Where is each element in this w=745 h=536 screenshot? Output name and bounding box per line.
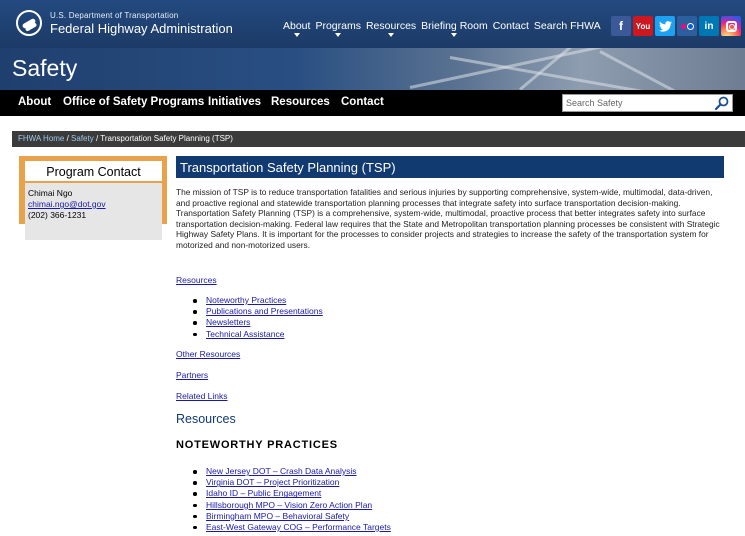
contact-email-link[interactable]: chimai.ngo@dot.gov bbox=[28, 199, 106, 209]
contact-name: Chimai Ngo bbox=[28, 188, 73, 198]
flickr-icon[interactable] bbox=[677, 16, 697, 36]
practice-link-hillsborough[interactable]: Hillsborough MPO – Vision Zero Action Plan bbox=[206, 499, 373, 510]
topnav-briefing-room[interactable] bbox=[421, 20, 488, 32]
topnav-search-fhwa[interactable] bbox=[534, 20, 601, 32]
resources-heading: Resources bbox=[176, 412, 236, 426]
list-item bbox=[193, 522, 391, 533]
top-nav bbox=[283, 20, 606, 32]
resources-list bbox=[193, 295, 323, 340]
breadcrumb-current: Transportation Safety Planning (TSP) bbox=[100, 134, 233, 143]
dot-logo-icon bbox=[16, 10, 42, 36]
youtube-icon[interactable] bbox=[633, 16, 653, 36]
other-resources-link[interactable]: Other Resources bbox=[176, 349, 241, 359]
youtube-glyph: You bbox=[635, 21, 651, 31]
list-item bbox=[193, 477, 391, 488]
publications-link[interactable]: Publications and Presentations bbox=[206, 306, 323, 317]
list-item bbox=[193, 295, 323, 306]
caret-down-icon bbox=[294, 33, 300, 37]
list-item bbox=[193, 329, 323, 340]
breadcrumb-separator: / bbox=[64, 134, 72, 143]
topnav-contact-label: Contact bbox=[492, 20, 529, 32]
linkedin-icon[interactable] bbox=[699, 16, 719, 36]
instagram-icon[interactable] bbox=[721, 16, 741, 36]
page-title: Transportation Safety Planning (TSP) bbox=[176, 156, 724, 178]
list-item bbox=[193, 488, 391, 499]
mainnav-about[interactable]: About bbox=[18, 96, 52, 108]
topnav-briefing-room-label: Briefing Room bbox=[421, 20, 488, 32]
list-item bbox=[193, 317, 323, 328]
social-links bbox=[611, 16, 743, 36]
top-header bbox=[0, 0, 745, 48]
topnav-programs[interactable] bbox=[315, 20, 361, 32]
topnav-about[interactable] bbox=[283, 20, 310, 32]
topnav-resources-label: Resources bbox=[365, 20, 417, 32]
practice-link-virginia[interactable]: Virginia DOT – Project Prioritization bbox=[206, 477, 340, 488]
related-links-link[interactable]: Related Links bbox=[176, 391, 228, 401]
topnav-contact[interactable] bbox=[493, 20, 529, 32]
topnav-programs-label: Programs bbox=[315, 20, 361, 32]
list-item bbox=[193, 466, 391, 477]
noteworthy-practices-link[interactable]: Noteworthy Practices bbox=[206, 295, 287, 305]
topnav-about-label: About bbox=[283, 20, 311, 32]
list-item bbox=[193, 511, 391, 522]
mainnav-contact[interactable]: Contact bbox=[341, 96, 384, 108]
mainnav-initiatives[interactable]: Initiatives bbox=[208, 96, 262, 108]
search-icon[interactable] bbox=[714, 96, 730, 110]
caret-down-icon bbox=[335, 33, 341, 37]
resources-link[interactable]: Resources bbox=[176, 275, 217, 285]
topnav-search-fhwa-label: Search FHWA bbox=[533, 20, 601, 32]
twitter-icon[interactable] bbox=[655, 16, 675, 36]
mainnav-office-of-safety-programs[interactable]: Office of Safety Programs bbox=[63, 96, 205, 108]
practices-list bbox=[193, 466, 391, 533]
topnav-resources[interactable] bbox=[366, 20, 416, 32]
newsletters-link[interactable]: Newsletters bbox=[206, 317, 251, 328]
caret-down-icon bbox=[388, 33, 394, 37]
logo-dept: U.S. Department of Transportation bbox=[50, 10, 179, 20]
technical-assistance-link[interactable]: Technical Assistance bbox=[206, 328, 285, 339]
practice-link-new-jersey[interactable]: New Jersey DOT – Crash Data Analysis bbox=[206, 466, 357, 476]
breadcrumb-bar bbox=[12, 131, 745, 147]
fhwa-logo[interactable] bbox=[16, 10, 233, 36]
list-item bbox=[193, 500, 391, 511]
logo-agency: Federal Highway Administration bbox=[50, 20, 233, 36]
breadcrumb-safety[interactable]: Safety bbox=[71, 134, 94, 143]
search-input[interactable] bbox=[563, 95, 711, 111]
mainnav-resources[interactable]: Resources bbox=[271, 96, 330, 108]
instagram-glyph bbox=[726, 21, 737, 32]
facebook-glyph: f bbox=[619, 19, 623, 33]
twitter-bird-icon bbox=[659, 21, 672, 32]
highway-graphic bbox=[410, 48, 665, 89]
practice-link-east-west-gateway[interactable]: East-West Gateway COG – Performance Targets bbox=[206, 521, 391, 532]
practice-link-birmingham[interactable]: Birmingham MPO – Behavioral Safety bbox=[206, 510, 350, 521]
logo-text bbox=[50, 12, 233, 35]
highway-graphic bbox=[599, 50, 733, 90]
search-box bbox=[562, 94, 733, 112]
intro-paragraph: The mission of TSP is to reduce transportation fatalities and serious injuries by supporting comprehensive, system-wide, multimodal, data-driven, and proactive regional and statewide transportation planning processes that integrate safety into surface transportation decision-making. Transportation Safety Planning (TSP) is a comprehensive, system-wide, multimodal, proactive process that better integrates safety into surface transportation decision-making. Federal law requires that the State and Metropolitan transportation planning processes be consistent with Strategic Highway Safety Plans. It is important for the processes to consider projects and strategies to increase the safety of the transportation system for motorized and non-motorized users. bbox=[176, 187, 720, 250]
partners-link[interactable]: Partners bbox=[176, 370, 209, 380]
caret-down-icon bbox=[451, 33, 457, 37]
contact-phone: (202) 366-1231 bbox=[28, 210, 87, 220]
facebook-icon[interactable] bbox=[611, 16, 631, 36]
noteworthy-practices-heading: NOTEWORTHY PRACTICES bbox=[176, 439, 338, 451]
breadcrumb bbox=[18, 134, 233, 143]
program-contact-box bbox=[25, 161, 162, 240]
breadcrumb-separator: / bbox=[93, 134, 101, 143]
program-contact-title: Program Contact bbox=[25, 161, 162, 183]
list-item bbox=[193, 306, 323, 317]
banner-title: Safety bbox=[12, 55, 78, 81]
linkedin-glyph: in bbox=[704, 20, 714, 32]
practice-link-idaho[interactable]: Idaho ID – Public Engagement bbox=[206, 488, 322, 499]
breadcrumb-fhwa-home[interactable]: FHWA Home bbox=[18, 134, 65, 143]
section-banner bbox=[0, 48, 745, 90]
